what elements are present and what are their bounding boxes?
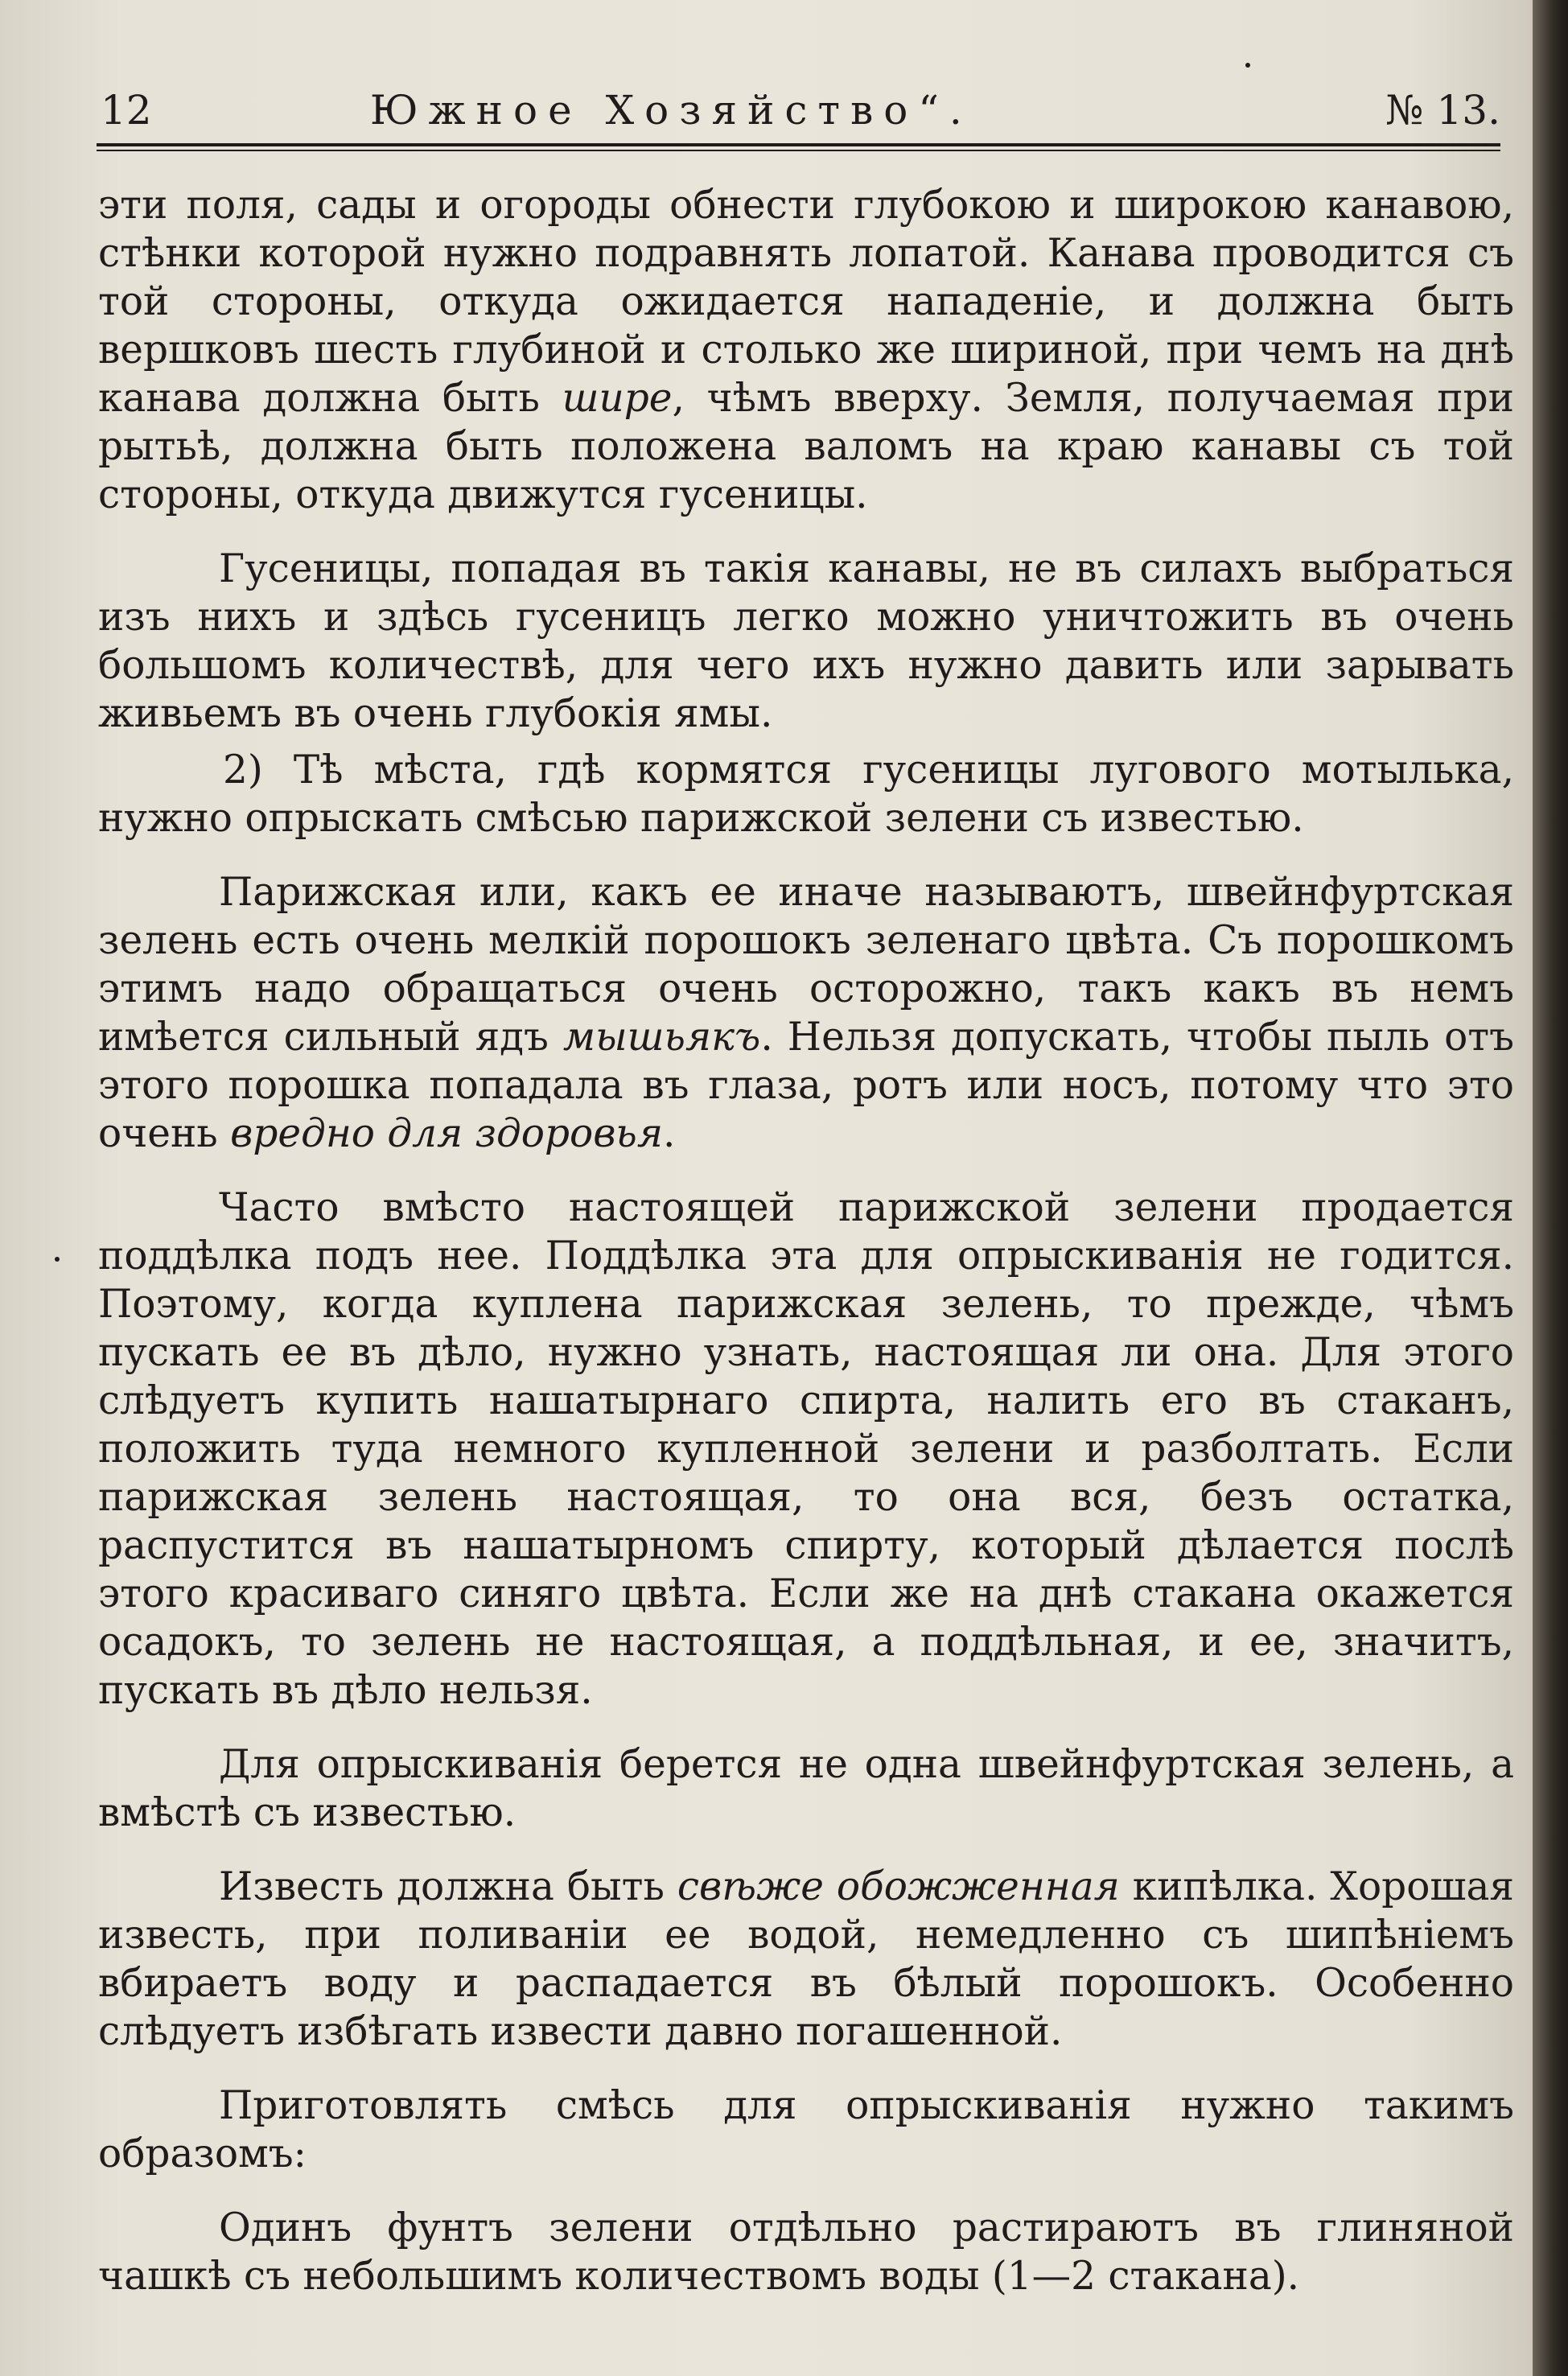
page-number: 12: [101, 87, 152, 134]
paragraph-spraying-places: 2) Тѣ мѣста, гдѣ кормятся гусеницы лугового мотылька, нужно опрыскать смѣсью парижской зелени съ известью.: [98, 747, 1514, 841]
header-rule-thin: [97, 150, 1500, 151]
emphasis-wider: шире: [562, 376, 673, 421]
paragraph-one-pound: Одинъ фунтъ зелени отдѣльно растираютъ въ глиняной чашкѣ съ небольшимъ количествомъ воды (1—2 стакана).: [98, 2205, 1514, 2299]
journal-title: Южное Хозяйство“.: [370, 87, 973, 134]
paragraph-preparation: Приготовлять смѣсь для опрыскиванія нужно такимъ образомъ:: [98, 2083, 1514, 2176]
header-rule-thick: [97, 143, 1500, 146]
emphasis-arsenic: мышьякъ: [562, 1015, 761, 1060]
paragraph-counterfeit: Часто вмѣсто настоящей парижской зелени продается поддѣлка подъ нее. Поддѣлка эта для опрыскиванія не годится. Поэтому, когда куплена парижская зелень, то прежде, чѣмъ пускать ее въ дѣло, нужно узнать, настоящая ли она. Для этого слѣдуетъ купить нашатырнаго спирта, налить его въ стаканъ, положить туда немного купленной зелени и разболтать. Если парижская зелень настоящая, то она вся, безъ остатка, распустится въ нашатырномъ спирту, который дѣлается послѣ этого красиваго синяго цвѣта. Если же на днѣ стакана окажется осадокъ, то зелень не настоящая, а поддѣльная, и ее, значитъ, пускать въ дѣло нельзя.: [98, 1185, 1514, 1713]
article-body: [98, 181, 1514, 2308]
running-header: [97, 82, 1500, 138]
ink-speck: [1245, 63, 1250, 68]
paragraph-fresh-lime: Известь должна быть свѣже обожженная кипѣлка. Хорошая известь, при поливаніи ее водой, немедленно съ шипѣніемъ вбираетъ воду и распадается въ бѣлый порошокъ. Особенно слѣдуетъ избѣгать извести давно погашенной.: [98, 1864, 1514, 2054]
issue-number: № 13.: [1385, 87, 1500, 134]
ink-speck: [55, 1257, 60, 1262]
paragraph-lime-mix: Для опрыскиванія берется не одна швейнфуртская зелень, а вмѣстѣ съ известью.: [98, 1742, 1514, 1835]
paragraph-paris-green: Парижская или, какъ ее иначе называютъ, швейнфуртская зелень есть очень мелкій порошокъ зеленаго цвѣта. Съ порошкомъ этимъ надо обращаться очень осторожно, такъ какъ въ немъ имѣется сильный ядъ мышьякъ. Нельзя допускать, чтобы пыль отъ этого порошка попадала въ глаза, ротъ или носъ, потому что это очень вредно для здоровья.: [98, 870, 1514, 1156]
emphasis-harmful: вредно для здоровья: [230, 1111, 663, 1156]
emphasis-fresh-burnt: свѣже обожженная: [677, 1864, 1120, 1909]
paragraph-canal: эти поля, сады и огороды обнести глубокою и широкою канавою, стѣнки которой нужно подравнять лопатой. Канава проводится съ той стороны, откуда ожидается нападеніе, и должна быть вершковъ шесть глубиной и столько же шириной, при чемъ на днѣ канава должна быть шире, чѣмъ вверху. Земля, получаемая при рытьѣ, должна быть положена валомъ на краю канавы съ той стороны, откуда движутся гусеницы.: [98, 183, 1514, 517]
paragraph-caterpillars-trapped: Гусеницы, попадая въ такія канавы, не въ силахъ выбраться изъ нихъ и здѣсь гусеницъ легко можно уничтожить въ очень большомъ количествѣ, для чего ихъ нужно давить или зарывать живьемъ въ очень глубокія ямы.: [98, 546, 1514, 736]
book-spine-shadow: [1533, 0, 1568, 2376]
